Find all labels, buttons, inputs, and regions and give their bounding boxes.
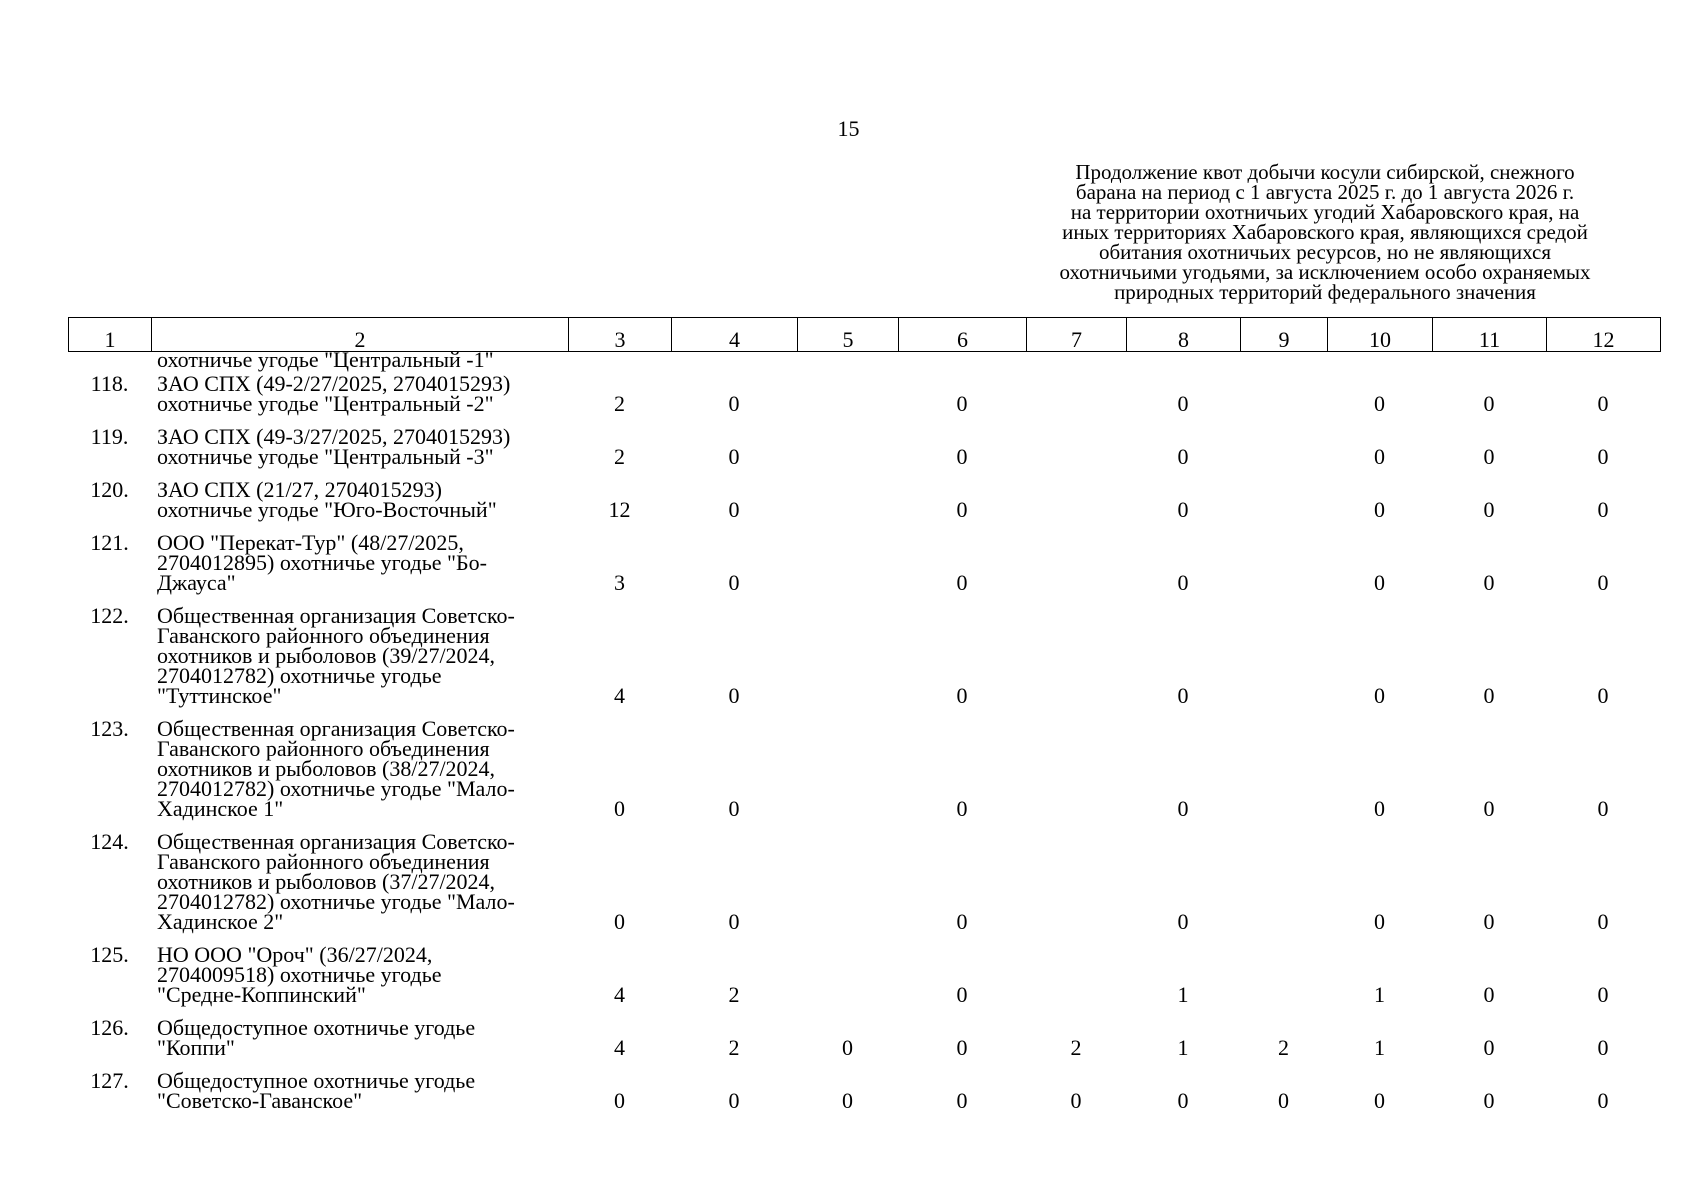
- quota-cell-c11: 0: [1483, 1088, 1495, 1113]
- table-row: [68, 480, 1660, 533]
- column-header: 1: [69, 318, 152, 352]
- quota-cell-c6: 0: [956, 444, 968, 469]
- table-row: [68, 533, 1660, 606]
- name-line: охотничье угодье "Юго-Восточный": [157, 497, 497, 522]
- name-line: охотников и рыболовов (37/27/2024,: [157, 869, 496, 894]
- quota-cell-c10: 0: [1374, 1088, 1385, 1113]
- column-header: 9: [1241, 318, 1328, 352]
- quota-cell-c7: [1026, 533, 1126, 606]
- quota-cell-c8: 1: [1177, 982, 1189, 1007]
- quota-cell-c10: 0: [1374, 497, 1385, 522]
- name-line: ЗАО СПХ (21/27, 2704015293): [157, 477, 442, 502]
- quota-cell-c12: 0: [1597, 391, 1609, 416]
- quota-cell-c4: 0: [728, 391, 740, 416]
- column-header: 3: [569, 318, 672, 352]
- column-header: 10: [1328, 318, 1433, 352]
- column-header: 4: [672, 318, 798, 352]
- quota-cell-c7: [1026, 719, 1126, 832]
- table-row: [68, 719, 1660, 832]
- table-row: [68, 832, 1660, 945]
- quota-cell-c11: 0: [1483, 497, 1495, 522]
- name-line: Общедоступное охотничье угодье: [157, 1068, 476, 1093]
- hunting-ground-name: [151, 371, 568, 427]
- quota-cell-c3: 0: [614, 909, 625, 934]
- quota-cell-c12: 0: [1597, 1035, 1609, 1060]
- hunting-ground-name: [151, 477, 568, 533]
- quota-cell-c5: [797, 832, 898, 945]
- table-row: [68, 606, 1660, 719]
- quota-cell-c3: 0: [614, 796, 625, 821]
- quota-cell-c12: 0: [1597, 982, 1609, 1007]
- quota-cell-c3: 2: [614, 444, 625, 469]
- name-line: 2704012782) охотничье угодье: [157, 663, 442, 688]
- quota-cell-c11: 0: [1483, 909, 1495, 934]
- quota-cell-c8: 0: [1177, 683, 1189, 708]
- caption-line: иных территориях Хабаровского края, являющихся средой: [1062, 220, 1588, 244]
- hunting-ground-name: [151, 1015, 568, 1071]
- name-line: Гаванского районного объединения: [157, 623, 490, 648]
- quota-cell-c8: 0: [1177, 796, 1189, 821]
- quota-cell-c7: [1026, 832, 1126, 945]
- quota-cell-c6: 0: [956, 1035, 968, 1060]
- quota-cell-c8: 0: [1177, 444, 1189, 469]
- quota-cell-c12: 0: [1597, 796, 1609, 821]
- quota-cell-c9: [1240, 945, 1327, 1018]
- caption-line: барана на период с 1 августа 2025 г. до 1 августа 2026 г.: [1075, 180, 1575, 204]
- name-line: Общественная организация Советско-: [157, 603, 515, 628]
- quota-cell-c9: [1240, 719, 1327, 832]
- quota-cell-c7: 0: [1070, 1088, 1082, 1113]
- quota-cell-c5: [797, 533, 898, 606]
- table-row: [68, 1018, 1660, 1071]
- quota-cell-c10: 0: [1374, 444, 1385, 469]
- quota-cell-c11: 0: [1483, 444, 1495, 469]
- quota-cell-c7: [1026, 427, 1126, 480]
- name-line: охотничье угодье "Центральный -3": [157, 444, 494, 469]
- quota-cell-c4: 0: [728, 444, 740, 469]
- quota-cell-c6: 0: [956, 683, 968, 708]
- name-line: Общественная организация Советско-: [157, 829, 515, 854]
- row-number: 126.: [90, 1015, 129, 1040]
- quota-cell-c12: 0: [1597, 683, 1609, 708]
- quota-cell-c4: 0: [728, 796, 740, 821]
- quota-cell-c5: [797, 427, 898, 480]
- quota-cell-c11: 0: [1483, 982, 1495, 1007]
- name-line: "Туттинское": [157, 683, 282, 708]
- column-header: 7: [1027, 318, 1127, 352]
- quota-cell-c5: [797, 480, 898, 533]
- quota-cell-c6: 0: [956, 982, 968, 1007]
- table-row: [68, 945, 1660, 1018]
- name-line: охотничье угодье "Центральный -2": [157, 391, 494, 416]
- quota-cell-c7: 2: [1070, 1035, 1082, 1060]
- column-header: 8: [1127, 318, 1241, 352]
- quota-cell-c10: 0: [1374, 796, 1385, 821]
- quota-cell-c4: 2: [728, 1035, 740, 1060]
- quota-cell-c10: 0: [1374, 391, 1385, 416]
- name-line: ООО "Перекат-Тур" (48/27/2025,: [157, 530, 464, 555]
- name-line: Хадинское 1": [157, 796, 284, 821]
- quota-cell-c5: [797, 606, 898, 719]
- quota-cell-c9: [1240, 427, 1327, 480]
- row-number: 124.: [90, 829, 129, 854]
- caption-line: обитания охотничьих ресурсов, но не являющихся: [1098, 240, 1552, 264]
- name-line: 2704012895) охотничье угодье "Бо-: [157, 550, 487, 575]
- table-row: [68, 427, 1660, 480]
- quota-cell-c12: 0: [1597, 444, 1609, 469]
- quota-cell-c4: 0: [728, 497, 740, 522]
- quota-cell-c5: 0: [842, 1035, 853, 1060]
- quota-cell-c3: 0: [614, 1088, 625, 1113]
- name-line: НО ООО "Ороч" (36/27/2024,: [157, 942, 433, 967]
- quota-cell-c12: 0: [1597, 570, 1609, 595]
- column-header: 5: [798, 318, 899, 352]
- quota-cell-c11: 0: [1483, 1035, 1495, 1060]
- quota-cell-c10: 0: [1374, 683, 1385, 708]
- quota-cell-c10: 1: [1374, 1035, 1385, 1060]
- quota-cell-c3: 3: [614, 570, 625, 595]
- hunting-ground-name: [151, 1068, 568, 1124]
- name-line: 2704012782) охотничье угодье "Мало-: [157, 776, 515, 801]
- quota-cell-c3: 2: [614, 391, 625, 416]
- row-number: 123.: [90, 716, 129, 741]
- name-line: 2704009518) охотничье угодье: [157, 962, 442, 987]
- quota-cell-c6: 0: [956, 497, 968, 522]
- quota-cell-c10: 0: [1374, 570, 1385, 595]
- name-line: Хадинское 2": [157, 909, 284, 934]
- name-line: "Средне-Коппинский": [157, 982, 366, 1007]
- continued-row-text: охотничье угодье "Центральный -1": [157, 347, 494, 372]
- quota-cell-c4: 0: [728, 683, 740, 708]
- quota-cell-c10: 1: [1374, 982, 1385, 1007]
- hunting-ground-name: [151, 829, 568, 945]
- quota-cell-c9: [1240, 480, 1327, 533]
- name-line: 2704012782) охотничье угодье "Мало-: [157, 889, 515, 914]
- column-header: 11: [1433, 318, 1547, 352]
- quota-cell-c4: 0: [728, 570, 740, 595]
- column-header: 6: [899, 318, 1027, 352]
- column-header: 2: [152, 318, 569, 352]
- row-number: 122.: [90, 603, 129, 628]
- quota-cell-c3: 12: [608, 497, 631, 522]
- quota-cell-c12: 0: [1597, 497, 1609, 522]
- name-line: Общественная организация Советско-: [157, 716, 515, 741]
- row-number: 121.: [90, 530, 129, 555]
- quota-cell-c6: 0: [956, 796, 968, 821]
- quota-table: [68, 371, 1660, 1124]
- quota-cell-c8: 0: [1177, 1088, 1189, 1113]
- caption-line: охотничьими угодьями, за исключением особо охраняемых: [1059, 260, 1591, 284]
- quota-cell-c12: 0: [1597, 1088, 1609, 1113]
- row-number: 120.: [90, 477, 129, 502]
- quota-cell-c4: 2: [728, 982, 740, 1007]
- quota-cell-c11: 0: [1483, 683, 1495, 708]
- quota-cell-c3: 4: [614, 1035, 625, 1060]
- row-number: 119.: [90, 424, 129, 449]
- caption-line: природных территорий федерального значения: [1114, 280, 1536, 304]
- hunting-ground-name: [151, 942, 568, 1018]
- page-number: 15: [837, 116, 860, 141]
- quota-cell-c6: 0: [956, 570, 968, 595]
- quota-cell-c11: 0: [1483, 570, 1495, 595]
- name-line: охотников и рыболовов (38/27/2024,: [157, 756, 496, 781]
- quota-cell-c3: 4: [614, 683, 625, 708]
- quota-cell-c6: 0: [956, 1088, 968, 1113]
- caption-line: на территории охотничьих угодий Хабаровского края, на: [1070, 200, 1580, 224]
- quota-cell-c8: 0: [1177, 497, 1189, 522]
- name-line: "Советско-Гаванское": [157, 1088, 363, 1113]
- row-number: 118.: [90, 371, 129, 396]
- quota-cell-c8: 1: [1177, 1035, 1189, 1060]
- quota-cell-c6: 0: [956, 391, 968, 416]
- quota-cell-c7: [1026, 945, 1126, 1018]
- name-line: Гаванского районного объединения: [157, 849, 490, 874]
- quota-cell-c10: 0: [1374, 909, 1385, 934]
- quota-cell-c4: 0: [728, 909, 740, 934]
- hunting-ground-name: [151, 530, 568, 606]
- column-header: 12: [1547, 318, 1661, 352]
- quota-cell-c5: [797, 374, 898, 427]
- quota-cell-c8: 0: [1177, 909, 1189, 934]
- hunting-ground-name: [151, 603, 568, 719]
- quota-cell-c8: 0: [1177, 391, 1189, 416]
- quota-cell-c5: [797, 719, 898, 832]
- quota-cell-c11: 0: [1483, 796, 1495, 821]
- name-line: "Коппи": [157, 1035, 235, 1060]
- name-line: Общедоступное охотничье угодье: [157, 1015, 476, 1040]
- name-line: ЗАО СПХ (49-2/27/2025, 2704015293): [157, 371, 511, 396]
- name-line: Гаванского районного объединения: [157, 736, 490, 761]
- name-line: ЗАО СПХ (49-3/27/2025, 2704015293): [157, 424, 511, 449]
- quota-cell-c8: 0: [1177, 570, 1189, 595]
- quota-cell-c5: [797, 945, 898, 1018]
- table-row: [68, 374, 1660, 427]
- table-caption: [1005, 162, 1645, 302]
- quota-cell-c7: [1026, 480, 1126, 533]
- quota-cell-c3: 4: [614, 982, 625, 1007]
- quota-cell-c9: [1240, 374, 1327, 427]
- name-line: охотников и рыболовов (39/27/2024,: [157, 643, 496, 668]
- quota-cell-c5: 0: [842, 1088, 853, 1113]
- quota-cell-c11: 0: [1483, 391, 1495, 416]
- quota-cell-c9: [1240, 832, 1327, 945]
- quota-cell-c4: 0: [728, 1088, 740, 1113]
- quota-cell-c6: 0: [956, 909, 968, 934]
- name-line: Джауса": [157, 570, 236, 595]
- quota-cell-c9: 2: [1278, 1035, 1289, 1060]
- quota-cell-c7: [1026, 606, 1126, 719]
- table-row: [68, 1071, 1660, 1124]
- quota-cell-c9: [1240, 533, 1327, 606]
- quota-cell-c9: [1240, 606, 1327, 719]
- hunting-ground-name: [151, 424, 568, 480]
- hunting-ground-name: [151, 716, 568, 832]
- row-number: 127.: [90, 1068, 129, 1093]
- quota-cell-c9: 0: [1278, 1088, 1289, 1113]
- caption-line: Продолжение квот добычи косули сибирской, снежного: [1075, 160, 1575, 184]
- row-number: 125.: [90, 942, 129, 967]
- quota-cell-c7: [1026, 374, 1126, 427]
- quota-cell-c12: 0: [1597, 909, 1609, 934]
